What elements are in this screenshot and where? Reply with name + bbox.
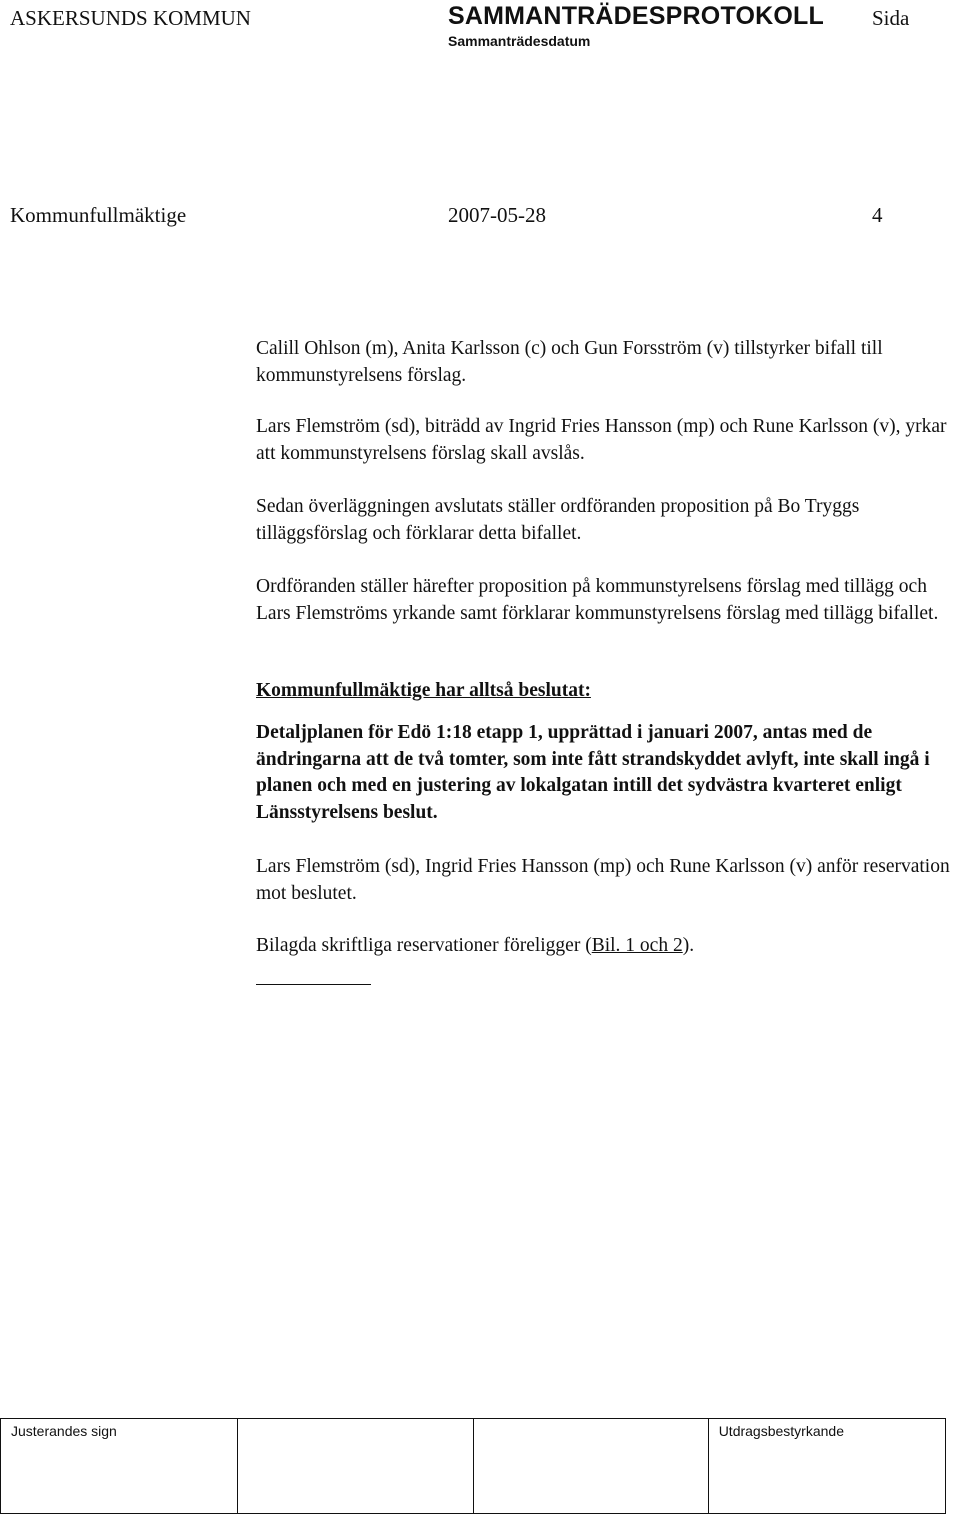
attachments-reference-link[interactable]: Bil. 1 och 2 bbox=[591, 935, 683, 956]
document-title: SAMMANTRÄDESPROTOKOLL bbox=[448, 2, 824, 30]
paragraph-rejection-motion: Lars Flemström (sd), biträdd av Ingrid Fries Hansson (mp) och Rune Karlsson (v), yrkar att kommunstyrelsens förslag skall avslås. bbox=[256, 416, 947, 464]
reservation-paragraph: Lars Flemström (sd), Ingrid Fries Hansson (mp) och Rune Karlsson (v) anför reservation mot beslutet. bbox=[256, 856, 950, 904]
signature-box-1 bbox=[237, 1419, 473, 1514]
signatures-label: Justerandes sign bbox=[11, 1423, 117, 1439]
attachments-paragraph bbox=[256, 933, 960, 960]
paragraph-support: Calill Ohlson (m), Anita Karlsson (c) och Gun Forsström (v) tillstyrker bifall till kommunstyrelsens förslag. bbox=[256, 338, 883, 386]
organization-name: ASKERSUNDS KOMMUN bbox=[10, 6, 251, 30]
page-number: 4 bbox=[872, 203, 883, 227]
meeting-date: 2007-05-28 bbox=[448, 203, 546, 227]
attachments-suffix: ). bbox=[682, 935, 695, 956]
signature-box-2 bbox=[474, 1419, 708, 1514]
certification-cell bbox=[708, 1419, 945, 1514]
attachments-prefix: Bilagda skriftliga reservationer föreligger ( bbox=[256, 935, 592, 956]
meeting-date-label: Sammanträdesdatum bbox=[448, 33, 591, 49]
decision-heading: Kommunfullmäktige har alltså beslutat: bbox=[256, 680, 591, 701]
certification-label: Utdragsbestyrkande bbox=[718, 1423, 844, 1439]
page-label: Sida bbox=[872, 6, 910, 30]
paragraph-first-proposition: Sedan överläggningen avslutats ställer ordföranden proposition på Bo Tryggs tilläggsförslag och förklarar detta bifallet. bbox=[256, 496, 860, 544]
signatures-cell bbox=[1, 1419, 238, 1514]
decision-text: Detaljplanen för Edö 1:18 etapp 1, upprättad i januari 2007, antas med de ändringarna att de två tomter, som inte fått strandskyddet avlyft, inte skall ingå i planen och med en justering av lokalgatan intill det sydvästra kvarteret enligt Länsstyrelsens beslut. bbox=[256, 722, 930, 823]
end-of-section-rule bbox=[256, 984, 371, 985]
footer-signature-table bbox=[0, 1418, 946, 1514]
meeting-body: Kommunfullmäktige bbox=[10, 203, 187, 227]
paragraph-second-proposition: Ordföranden ställer härefter proposition på kommunstyrelsens förslag med tillägg och Lars Flemströms yrkande samt förklarar kommunstyrelsens förslag med tillägg bifallet. bbox=[256, 576, 939, 624]
